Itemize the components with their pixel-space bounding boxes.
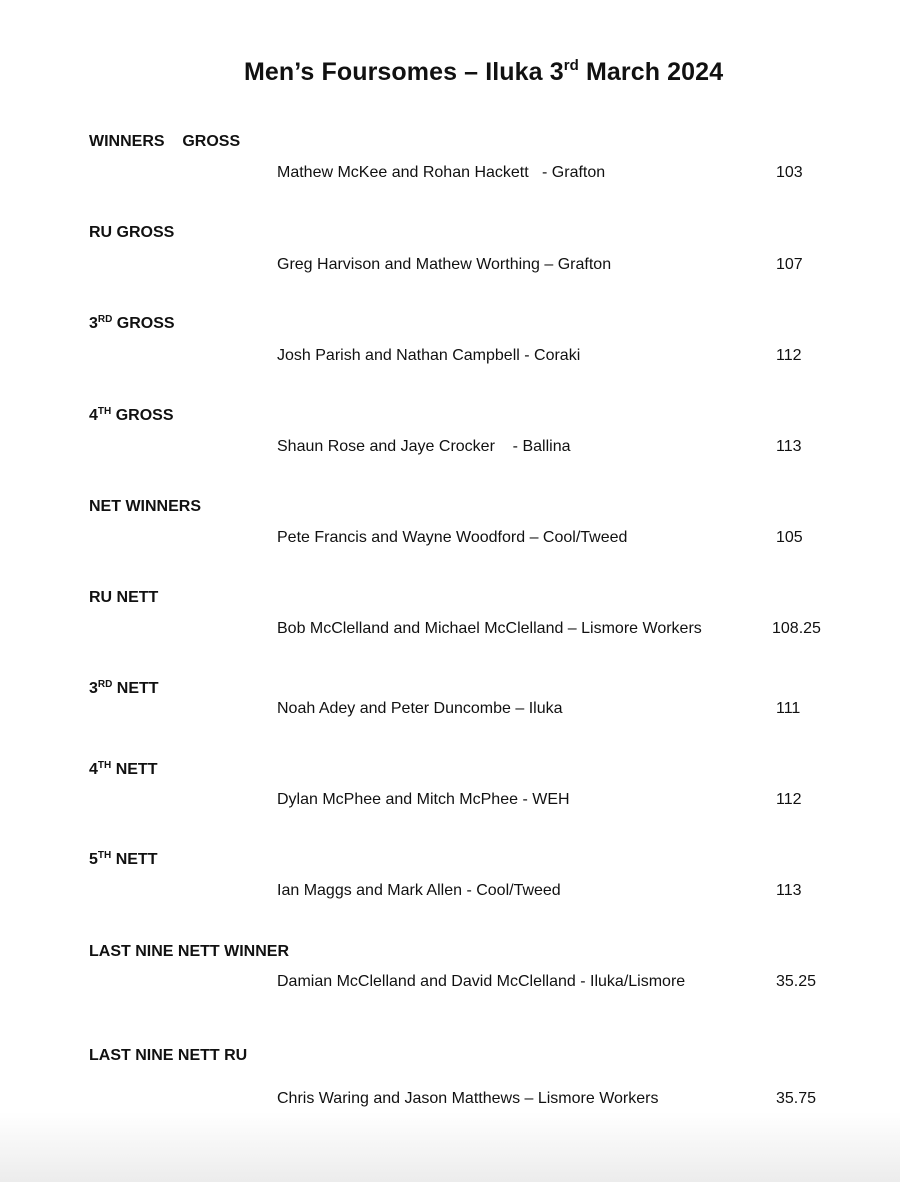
title-suffix: March 2024 [578, 58, 724, 86]
heading-text: NET WINNERS [89, 498, 201, 515]
heading-text: LAST NINE NETT WINNER [89, 943, 289, 960]
score: 35.75 [776, 1090, 817, 1107]
score: 105 [776, 529, 803, 546]
category-heading [89, 943, 289, 961]
heading-number: 4 [89, 761, 98, 778]
score: 108.25 [772, 620, 821, 637]
category-heading [89, 315, 175, 333]
winner-names: Noah Adey and Peter Duncombe – Iluka [277, 700, 563, 717]
score: 35.25 [776, 973, 817, 990]
heading-text: GROSS [112, 315, 175, 332]
heading-ordinal-suffix: TH [97, 850, 112, 861]
heading-text: NETT [112, 680, 159, 697]
winner-names: Shaun Rose and Jaye Crocker - Ballina [277, 438, 571, 455]
heading-text: NETT [111, 761, 158, 778]
winner-names: Mathew McKee and Rohan Hackett - Grafton [277, 164, 606, 181]
score: 113 [776, 438, 802, 455]
category-heading [89, 680, 159, 698]
category-heading [89, 761, 157, 779]
category-heading [89, 224, 174, 242]
heading-text: GROSS [111, 407, 174, 424]
heading-number: 5 [89, 851, 98, 868]
heading-ordinal-suffix: TH [97, 406, 112, 417]
heading-number: 3 [89, 315, 98, 332]
heading-text: LAST NINE NETT RU [89, 1047, 248, 1064]
winner-names: Chris Waring and Jason Matthews – Lismore Workers [277, 1090, 659, 1107]
score: 103 [776, 164, 803, 181]
title-prefix: Men’s Foursomes – Iluka 3 [244, 58, 564, 86]
winner-names: Bob McClelland and Michael McClelland – Lismore Workers [277, 620, 702, 637]
heading-text: RU GROSS [89, 224, 175, 241]
heading-ordinal-suffix: TH [97, 760, 112, 771]
category-heading [89, 589, 158, 607]
score: 112 [776, 791, 802, 808]
winner-names: Josh Parish and Nathan Campbell - Coraki [277, 347, 581, 364]
winner-names: Greg Harvison and Mathew Worthing – Grafton [277, 256, 612, 273]
category-heading [89, 1047, 247, 1065]
score: 112 [776, 347, 802, 364]
winner-names: Dylan McPhee and Mitch McPhee - WEH [277, 791, 570, 808]
score: 111 [776, 700, 801, 717]
heading-ordinal-suffix: RD [97, 314, 113, 325]
winner-names: Damian McClelland and David McClelland - Iluka/Lismore [277, 973, 686, 990]
title-ordinal-suffix: rd [563, 57, 579, 74]
page-bottom-shadow [0, 1112, 900, 1182]
category-heading [89, 851, 157, 869]
score: 113 [776, 882, 802, 899]
heading-number: 3 [89, 680, 98, 697]
heading-number: 4 [89, 407, 98, 424]
score: 107 [776, 256, 803, 273]
heading-ordinal-suffix: RD [97, 679, 113, 690]
heading-text: NETT [111, 851, 158, 868]
heading-text: RU NETT [89, 589, 159, 606]
category-heading [89, 498, 201, 516]
category-heading [89, 407, 173, 425]
page-title [244, 58, 723, 87]
heading-text: WINNERS GROSS [89, 133, 241, 150]
winner-names: Pete Francis and Wayne Woodford – Cool/Tweed [277, 529, 628, 546]
winner-names: Ian Maggs and Mark Allen - Cool/Tweed [277, 882, 561, 899]
category-heading [89, 133, 240, 151]
